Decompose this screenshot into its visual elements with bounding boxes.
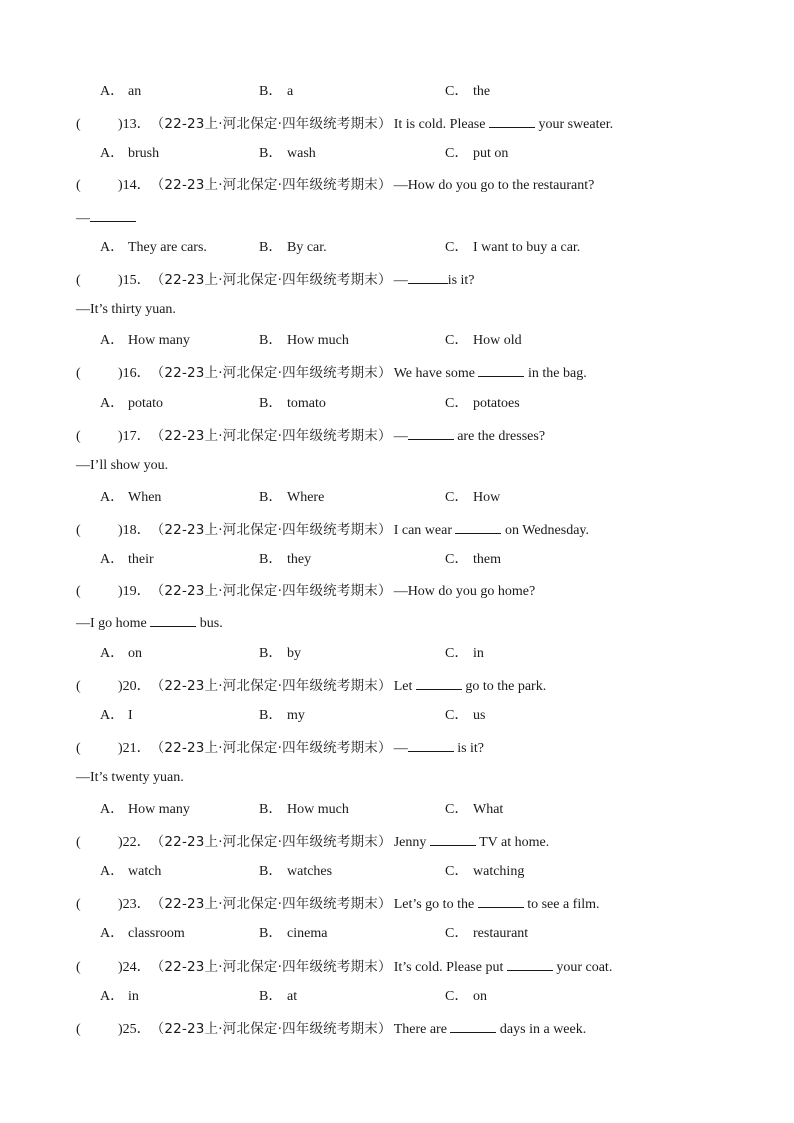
option-c: C． watching xyxy=(445,864,525,879)
option-row-q16 xyxy=(100,394,700,414)
blank[interactable] xyxy=(150,612,196,627)
answer-line-q14: — xyxy=(76,207,136,227)
answer-box[interactable]: ( xyxy=(76,897,81,912)
option-a: A． an xyxy=(100,84,142,99)
option-row-q12 xyxy=(100,82,700,102)
answer-line-q19: —I go home bus. xyxy=(76,612,223,632)
question-23: ( )23．（22-23上·河北保定·四年级统考期末） Let’s go to the to see a film. xyxy=(76,893,600,913)
option-a: A． potato xyxy=(100,396,163,411)
option-a: A． their xyxy=(100,552,154,567)
option-b: B． cinema xyxy=(259,926,328,941)
option-c: C． potatoes xyxy=(445,396,520,411)
answer-line-q21: —It’s twenty yuan. xyxy=(76,770,184,785)
option-b: B． tomato xyxy=(259,396,326,411)
option-a: A． on xyxy=(100,646,142,661)
option-b: B． wash xyxy=(259,146,316,161)
option-a: A． I xyxy=(100,708,133,723)
question-17: ( )17．（22-23上·河北保定·四年级统考期末） — are the dresses? xyxy=(76,425,545,445)
blank[interactable] xyxy=(478,893,524,908)
question-24: ( )24．（22-23上·河北保定·四年级统考期末） It’s cold. Please put your coat. xyxy=(76,956,612,976)
blank[interactable] xyxy=(478,362,524,377)
blank[interactable] xyxy=(507,956,553,971)
option-row-q13 xyxy=(100,144,700,164)
option-a: A． How many xyxy=(100,802,190,817)
answer-box[interactable]: ( xyxy=(76,523,81,538)
option-c: C． us xyxy=(445,708,486,723)
option-b: B． by xyxy=(259,646,301,661)
option-b: B． How much xyxy=(259,333,349,348)
option-row-q15 xyxy=(100,331,700,351)
option-c: C． in xyxy=(445,646,484,661)
option-b: B． Where xyxy=(259,490,325,505)
option-row-q17 xyxy=(100,488,700,508)
blank[interactable] xyxy=(408,425,454,440)
option-a: A． How many xyxy=(100,333,190,348)
option-a: A． classroom xyxy=(100,926,185,941)
option-row-q24 xyxy=(100,987,700,1007)
blank[interactable] xyxy=(416,675,462,690)
option-a: A． They are cars. xyxy=(100,240,207,255)
blank[interactable] xyxy=(408,269,448,284)
option-row-q22 xyxy=(100,862,700,882)
option-c: C． the xyxy=(445,84,491,99)
question-15: ( )15．（22-23上·河北保定·四年级统考期末） — is it? xyxy=(76,269,475,289)
question-21: ( )21．（22-23上·河北保定·四年级统考期末） — is it? xyxy=(76,737,484,757)
answer-box[interactable]: ( xyxy=(76,273,81,288)
answer-box[interactable]: ( xyxy=(76,178,81,193)
option-b: B． they xyxy=(259,552,312,567)
question-25: ( )25．（22-23上·河北保定·四年级统考期末） There are days in a week. xyxy=(76,1018,586,1038)
question-14: ( )14．（22-23上·河北保定·四年级统考期末） —How do you go to the restaurant? xyxy=(76,175,594,195)
blank[interactable] xyxy=(489,113,535,128)
answer-box[interactable]: ( xyxy=(76,1022,81,1037)
option-row-q18 xyxy=(100,550,700,570)
answer-box[interactable]: ( xyxy=(76,117,81,132)
option-c: C． them xyxy=(445,552,501,567)
answer-line-q17: —I’ll show you. xyxy=(76,458,169,473)
question-22: ( )22．（22-23上·河北保定·四年级统考期末） Jenny TV at home. xyxy=(76,831,549,851)
option-c: C． on xyxy=(445,989,487,1004)
blank[interactable] xyxy=(450,1018,496,1033)
question-18: ( )18．（22-23上·河北保定·四年级统考期末） I can wear on Wednesday. xyxy=(76,519,589,539)
answer-box[interactable]: ( xyxy=(76,584,81,599)
blank[interactable] xyxy=(455,519,501,534)
answer-line-q15: —It’s thirty yuan. xyxy=(76,302,176,317)
question-13: ( )13．（22-23上·河北保定·四年级统考期末） It is cold. Please your sweater. xyxy=(76,113,613,133)
question-16: ( )16．（22-23上·河北保定·四年级统考期末） We have some in the bag. xyxy=(76,362,587,382)
answer-box[interactable]: ( xyxy=(76,835,81,850)
blank[interactable] xyxy=(430,831,476,846)
option-a: A． in xyxy=(100,989,139,1004)
option-c: C． restaurant xyxy=(445,926,529,941)
blank[interactable] xyxy=(90,207,136,222)
blank[interactable] xyxy=(408,737,454,752)
question-19: ( )19．（22-23上·河北保定·四年级统考期末） —How do you go home? xyxy=(76,581,535,601)
answer-box[interactable]: ( xyxy=(76,366,81,381)
option-b: B． a xyxy=(259,84,294,99)
question-20: ( )20．（22-23上·河北保定·四年级统考期末） Let go to the park. xyxy=(76,675,546,695)
option-row-q19 xyxy=(100,644,700,664)
option-b: B． watches xyxy=(259,864,333,879)
option-a: A． watch xyxy=(100,864,162,879)
option-a: A． brush xyxy=(100,146,160,161)
option-a: A． When xyxy=(100,490,162,505)
option-b: B． my xyxy=(259,708,305,723)
option-c: C． I want to buy a car. xyxy=(445,240,581,255)
option-b: B． How much xyxy=(259,802,349,817)
answer-box[interactable]: ( xyxy=(76,429,81,444)
option-row-q20 xyxy=(100,706,700,726)
option-b: B． By car. xyxy=(259,240,327,255)
option-c: C． How old xyxy=(445,333,522,348)
option-row-q21 xyxy=(100,800,700,820)
option-c: C． How xyxy=(445,490,501,505)
option-row-q23 xyxy=(100,924,700,944)
option-b: B． at xyxy=(259,989,298,1004)
option-row-q14 xyxy=(100,238,700,258)
option-c: C． put on xyxy=(445,146,509,161)
option-c: C． What xyxy=(445,802,504,817)
answer-box[interactable]: ( xyxy=(76,741,81,756)
answer-box[interactable]: ( xyxy=(76,960,81,975)
answer-box[interactable]: ( xyxy=(76,679,81,694)
